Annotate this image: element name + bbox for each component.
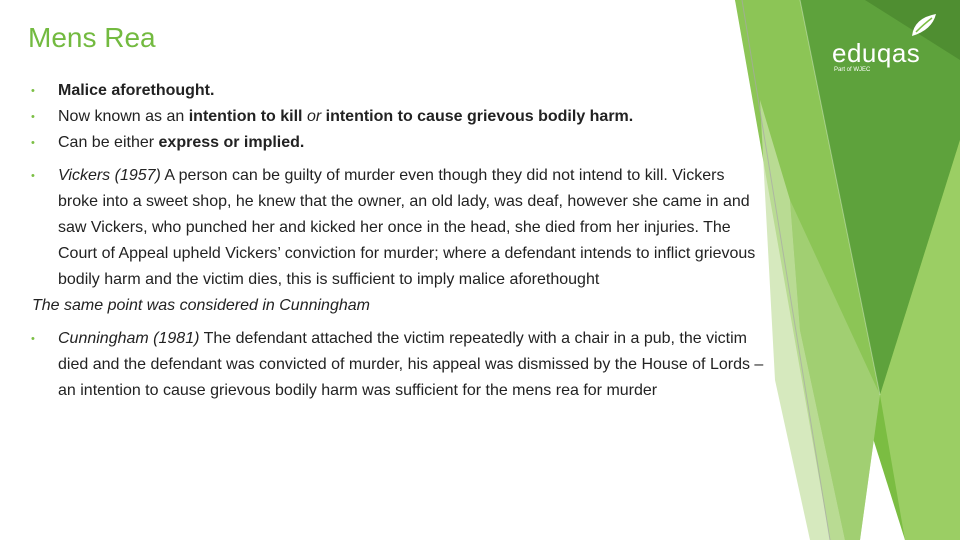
bullet-cunningham — [28, 326, 768, 404]
cunningham-note: The same point was considered in Cunningham — [32, 297, 370, 314]
bullet-vickers — [28, 163, 768, 293]
bullet-intention — [28, 104, 768, 130]
eduqas-logo — [830, 12, 940, 73]
bullet-text: Can be either — [58, 134, 159, 151]
bullet-bold-text: intention to cause grievous bodily harm. — [325, 108, 634, 125]
slide-title: Mens Rea — [28, 22, 156, 53]
case-name: Cunningham (1981) — [58, 330, 200, 347]
bullet-malice — [28, 78, 768, 104]
bullet-text: Malice aforethought. — [58, 82, 215, 99]
case-description: A person can be guilty of murder even though they did not intend to kill. Vickers broke into a sweet shop, he knew that the owner, an old lady, was deaf, however she came in and saw Vickers, who punched her and kicked her once in the head, she died from her injuries. The Court of Appeal upheld Vickers’ conviction for murder; where a defendant intends to inflict grievous bodily harm and the victim dies, this is sufficient to imply malice aforethought — [58, 167, 756, 288]
leaf-icon — [910, 12, 940, 38]
bullet-text: Now known as an — [58, 108, 189, 125]
logo-subtitle: Part of WJEC — [834, 67, 871, 73]
case-description: The defendant attached the victim repeatedly with a chair in a pub, the victim died and the defendant was convicted of murder, his appeal was dismissed by the House of Lords – an intention to cause grievous bodily harm was sufficient for the mens rea for murder — [58, 330, 764, 399]
bullet-bold-text: intention to kill — [188, 108, 303, 125]
case-name: Vickers (1957) — [58, 167, 161, 184]
logo-wordmark: eduqas — [832, 38, 921, 68]
bullet-italic-text: or — [302, 108, 326, 125]
bullet-express — [28, 130, 768, 156]
slide-body — [28, 78, 768, 404]
bullet-bold-text: express or implied. — [158, 134, 305, 151]
